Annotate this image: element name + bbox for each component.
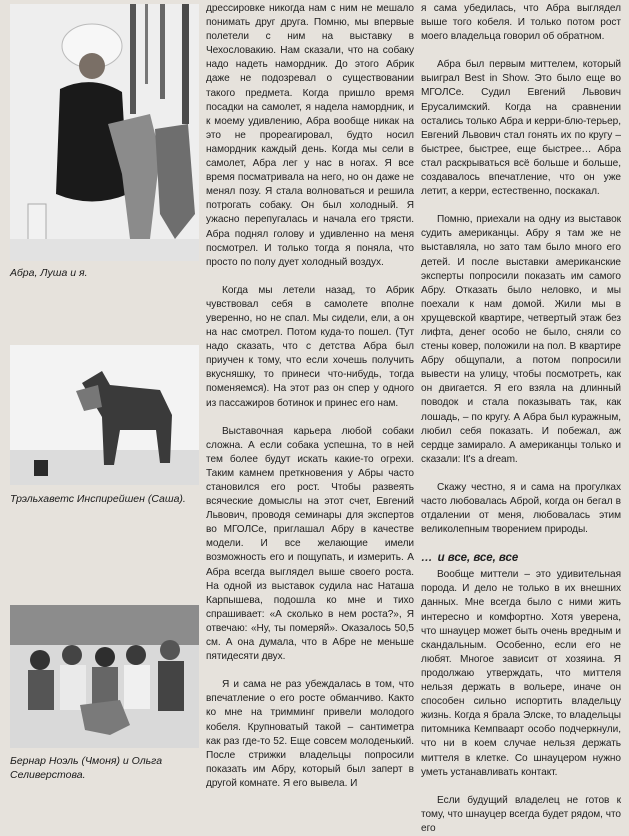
photo-group-with-dogs	[10, 605, 199, 748]
paragraph: Вообще миттели – это удивительная порода. И дело не только в их внешних данных. Мне всегда было с ними жить интересно и комфортно. Хотя уверена, что шнауцер может быть очень вредным и скандальным. Особенно, если его не любят. Многое зависит от хозяина. Я продолжаю утверждать, что миттеля нельзя держать в вольере, иначе он способен сильно испортить владельцу жизнь. Когда я брала Элске, то владельцы питомника Кемпваарт особо подчеркнули, что ни в коем случае нельзя держать миттеля в клетке. Со шнауцером нужно уметь устанавливать контакт.	[421, 569, 621, 778]
photo1-caption: Абра, Луша и я.	[10, 267, 88, 279]
article-column-right	[421, 2, 621, 836]
paragraph: дрессировке никогда нам с ним не мешало понимать друг друга. Помню, мы впервые полетели с ним на выставку в Чехословакию. Нам сказали, что на собаку надо надеть намордник. До этого Абрик даже не подозревал о существовании такого предмета. Когда пришло время посадки на самолет, я надела намордник, и к моему удивлению, Абра вообще никак на это не прореагировал, будто носил намордник каждый день. Когда мы сели в самолет, Абра лег у нас в ногах. Я все время посматривала на него, но он даже не менял позу. Я стала волноваться и решила потрогать собаку. Он был холодный. Я ужасно перепугалась и начала его трясти. Абра поднял голову и удивленно на меня посмотрел. И только тогда я поняла, что просто по полу дует холодный воздух.	[206, 3, 414, 268]
paragraph: Я и сама не раз убеждалась в том, что впечатление о его росте обманчиво. Както ко мне на тримминг привели молодого кобеля. Крупноватый такой – сантиметра как раз где-то 52. Еще совсем молоденький. После стрижки владельцы попросили показать им Абру, который был заперт в другой комнате. Я его вывела. И	[206, 679, 414, 789]
paragraph: Помню, приехали на одну из выставок судить американцы. Абру я там же не выставляла, но зато там было много его детей. И после выставки американские эксперты попросили показать им самого Абру. Отказать было неловко, и мы поехали к нам домой. Жили мы в хрущевской квартире, четвертый этаж без лифта, денег особо не было, сняли со стены ковер, положили на пол. В квартире Абру общупали, а потом попросили вывести на улицу, чтобы посмотреть, как он двигается. Я его взяла на длинный поводок и стала показывать так, как лошадь, – по кругу. А Абра был куражным, любил себя показать. И побежал, аж сердце замирало. А американцы только и сказали: It's a dream.	[421, 214, 621, 465]
photo-group-with-dogs-image	[10, 605, 199, 748]
subheading-text: и все, все, все	[437, 552, 519, 565]
paragraph: Абра был первым миттелем, который выиграл Best in Show. Это было еще во МГОЛСе. Судил Евгений Львович Ерусалимский. Когда на сравнении остались только Абра и керри-блю-терьер, Евгений Львович стал гонять их по кругу – быстрее, быстрее, еще быстрее… Абра стал раскрываться всё больше и больше, создавалось впечатление, что он уже летит, а керри, естественно, поскакал.	[421, 59, 621, 198]
section-subheading	[421, 551, 621, 566]
article-column-middle	[206, 2, 414, 805]
photo-schnauzer-sasha-image	[10, 345, 199, 485]
photo3-caption: Бернар Ноэль (Чмоня) и Ольга Селиверстова.	[10, 755, 163, 781]
paragraph: Если будущий владелец не готов к тому, что шнауцер всегда будет рядом, что его	[421, 794, 621, 834]
photo2-caption: Трэльхаветс Инспирейшен (Саша).	[10, 493, 186, 505]
photo-schnauzer-sasha	[10, 345, 199, 485]
paragraph: я сама убедилась, что Абра выглядел выше того кобеля. И только потом рост моего владельца говорил об обратном.	[421, 3, 621, 43]
paragraph: Когда мы летели назад, то Абрик чувствовал себя в самолете вполне уверенно, но не спал. Мы сидели, ели, а он на нас смотрел. Потом куда-то пошел. (Тут надо сказать, что с детства Абра был приучен к тому, что если хочешь получить вкусняшку, то принеси что-нибудь, тогда поменяемся). На этот раз он спер у одного из пассажиров ботинок и принес его нам.	[206, 284, 414, 409]
paragraph: Скажу честно, я и сама на прогулках часто любовалась Аброй, когда он бегал в отдалении от меня, любовалась этим великолепным творением природы.	[421, 481, 621, 536]
subheading-dots: …	[421, 552, 433, 565]
paragraph: Выставочная карьера любой собаки сложна. А если собака успешна, то в ней тем более будут искать какие-то огрехи. Таким камнем преткновения у Абры часто становился его рост. Чтобы развеять всяческие домыслы на этот счет, Евгений Львович, проводя семинары для экспертов во МГОЛСе, приглашал Абру в качестве модели. И все желающие имели возможность его и пощупать, и измерить. А Абра всегда выглядел выше своего роста. На одной из выставок судила нас Наташа Карпышева, подошла ко мне и тихо спрашивает: «А сколько в нем роста?», Я отвечаю: «Ну, ты померяй». Оказалось 50,5 см. А она думала, что в Абре не меньше пятидесяти двух.	[206, 425, 414, 663]
photo-woman-with-dogs-image	[10, 4, 199, 261]
photo-woman-with-dogs	[10, 4, 199, 261]
